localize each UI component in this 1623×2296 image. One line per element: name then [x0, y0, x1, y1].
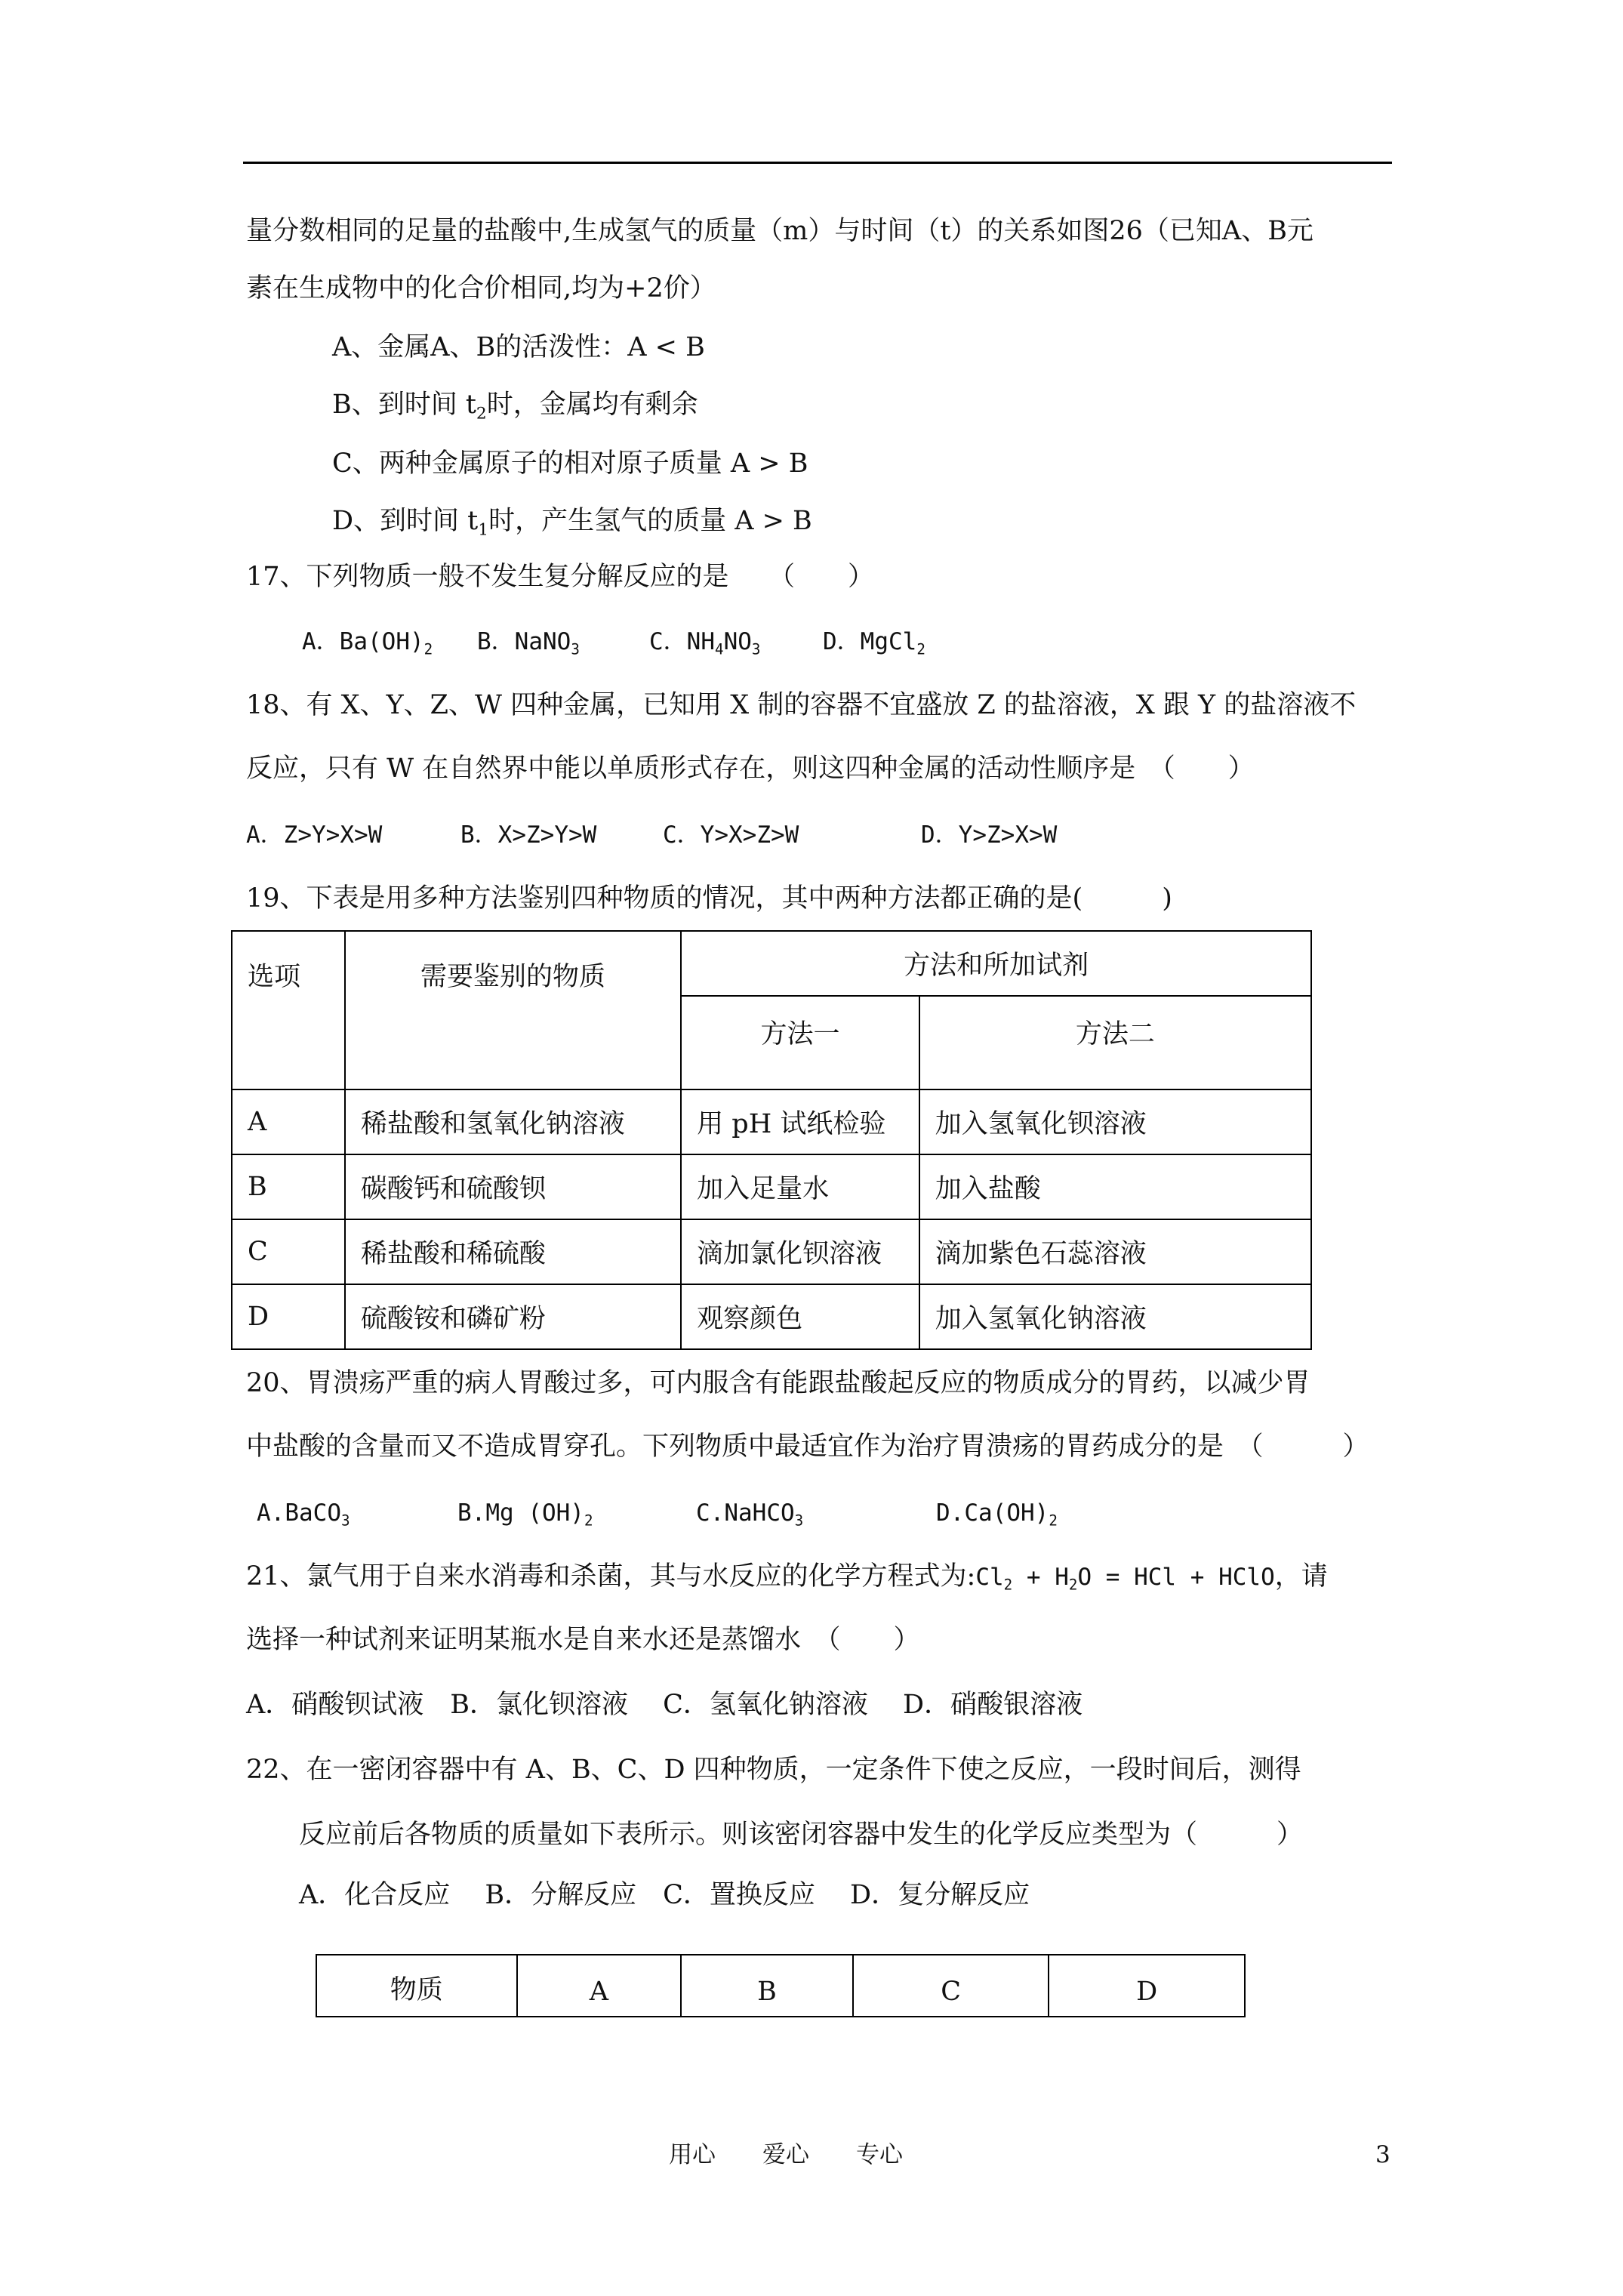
q20-option-a: A.BaCO$_3$ [257, 1499, 350, 1530]
row-method2: 滴加紫色石蕊溶液 [919, 1219, 1311, 1284]
table-row [232, 1089, 1311, 1154]
table-header-c: C [853, 1955, 1049, 2017]
q20-stem-line2: 中盐酸的含量而又不造成胃穿孔。下列物质中最适宜作为治疗胃溃疡的胃药成分的是 （ ） [246, 1432, 1369, 1462]
q17-option-d: D．MgCl$_2$ [823, 628, 925, 658]
header-rule [243, 162, 1392, 164]
table-header-a: A [517, 1955, 682, 2017]
table-row [232, 1284, 1311, 1349]
q21-options: A．硝酸钡试液 B．氯化钡溶液 C．氢氧化钠溶液 D．硝酸银溶液 [246, 1690, 1083, 1720]
q22-table [316, 1954, 1246, 2017]
row-option: C [232, 1219, 345, 1284]
q17-option-c: C．$NH_4NO_3$ [649, 628, 761, 658]
row-option: D [232, 1284, 345, 1349]
q22-stem-line1: 22、在一密闭容器中有 A、B、C、D 四种物质，一定条件下使之反应，一段时间后，测得 [246, 1755, 1301, 1785]
q16-option-c: C、两种金属原子的相对原子质量 A > B [332, 448, 808, 479]
q16-option-b: B、到时间 $t_2$时，金属均有剩余 [332, 390, 698, 424]
table-header-d: D [1049, 1955, 1245, 2017]
q18-stem-line1: 18、有 X、Y、Z、W 四种金属，已知用 X 制的容器不宜盛放 Z 的盐溶液，X 跟 Y 的盐溶液不 [246, 690, 1357, 720]
q18-option-b: B．X>Z>Y>W [460, 821, 597, 849]
q16-option-a: A、金属A、B的活泼性：A < B [332, 332, 705, 362]
q16-stem-line2: 素在生成物中的化合价相同,均为+2价） [246, 273, 716, 304]
q22-stem-line2: 反应前后各物质的质量如下表所示。则该密闭容器中发生的化学反应类型为（ ） [299, 1820, 1304, 1850]
table-header-b: B [681, 1955, 853, 2017]
q16-option-d: D、到时间 $t_1$时，产生氢气的质量 A > B [332, 506, 812, 540]
q18-option-c: C．Y>X>Z>W [663, 821, 799, 849]
q20-option-d: $D.Ca(OH)_2$ [936, 1499, 1058, 1530]
row-method1: 用 pH 试纸检验 [681, 1089, 919, 1154]
row-method1: 观察颜色 [681, 1284, 919, 1349]
row-method1: 滴加氯化钡溶液 [681, 1219, 919, 1284]
row-substances: 碳酸钙和硫酸钡 [345, 1154, 681, 1219]
q20-option-b: B.Mg $(OH)_2$ [457, 1499, 593, 1530]
q21-stem-line2: 选择一种试剂来证明某瓶水是自来水还是蒸馏水 （ ） [246, 1625, 920, 1655]
row-method2: 加入盐酸 [919, 1154, 1311, 1219]
q18-option-d: D．Y>Z>X>W [921, 821, 1058, 849]
header-method2: 方法二 [919, 996, 1311, 1089]
q17-option-a: A．$Ba(OH)_2$ [302, 628, 433, 658]
q21-stem-line1: 21、氯气用于自来水消毒和杀菌，其与水反应的化学方程式为$:Cl_2 + H_2O$ = HCl + HClO，请 [246, 1561, 1328, 1594]
header-methods: 方法和所加试剂 [681, 931, 1311, 996]
row-substances: 稀盐酸和氢氧化钠溶液 [345, 1089, 681, 1154]
q21-equation: $Cl_2 + H_2O$ = HCl + HClO [975, 1564, 1275, 1594]
table-row [232, 1219, 1311, 1284]
q20-option-c: C.NaHCO$_3$ [696, 1499, 804, 1530]
table-row [232, 1154, 1311, 1219]
q18-stem-line2: 反应，只有 W 在自然界中能以单质形式存在，则这四种金属的活动性顺序是 （ ） [246, 754, 1255, 784]
header-method1: 方法一 [681, 996, 919, 1089]
footer-motto: 用心 爱心 专心 [669, 2141, 903, 2168]
table-header-substance: 物质 [316, 1955, 517, 2017]
row-method2: 加入氢氧化钠溶液 [919, 1284, 1311, 1349]
q19-table [231, 930, 1312, 1350]
row-method1: 加入足量水 [681, 1154, 919, 1219]
row-method2: 加入氢氧化钡溶液 [919, 1089, 1311, 1154]
header-substances: 需要鉴别的物质 [345, 931, 681, 1089]
header-option: 选项 [232, 931, 345, 1089]
row-option: B [232, 1154, 345, 1219]
q17-option-b: B．NaNO$_3$ [477, 628, 580, 658]
row-option: A [232, 1089, 345, 1154]
q18-option-a: A．Z>Y>X>W [246, 821, 383, 849]
q17-stem: 17、下列物质一般不发生复分解反应的是 （ ） [246, 562, 875, 592]
row-substances: 硫酸铵和磷矿粉 [345, 1284, 681, 1349]
q22-options: A．化合反应 B．分解反应 C．置换反应 D．复分解反应 [299, 1880, 1030, 1910]
row-substances: 稀盐酸和稀硫酸 [345, 1219, 681, 1284]
q16-stem-line1: 量分数相同的足量的盐酸中,生成氢气的质量（m）与时间（t）的关系如图26（已知A、B元 [246, 216, 1313, 246]
page-number: 3 [1375, 2141, 1390, 2168]
q19-stem: 19、下表是用多种方法鉴别四种物质的情况，其中两种方法都正确的是( ) [246, 883, 1172, 914]
q20-stem-line1: 20、胃溃疡严重的病人胃酸过多，可内服含有能跟盐酸起反应的物质成分的胃药，以减少胃 [246, 1368, 1310, 1398]
